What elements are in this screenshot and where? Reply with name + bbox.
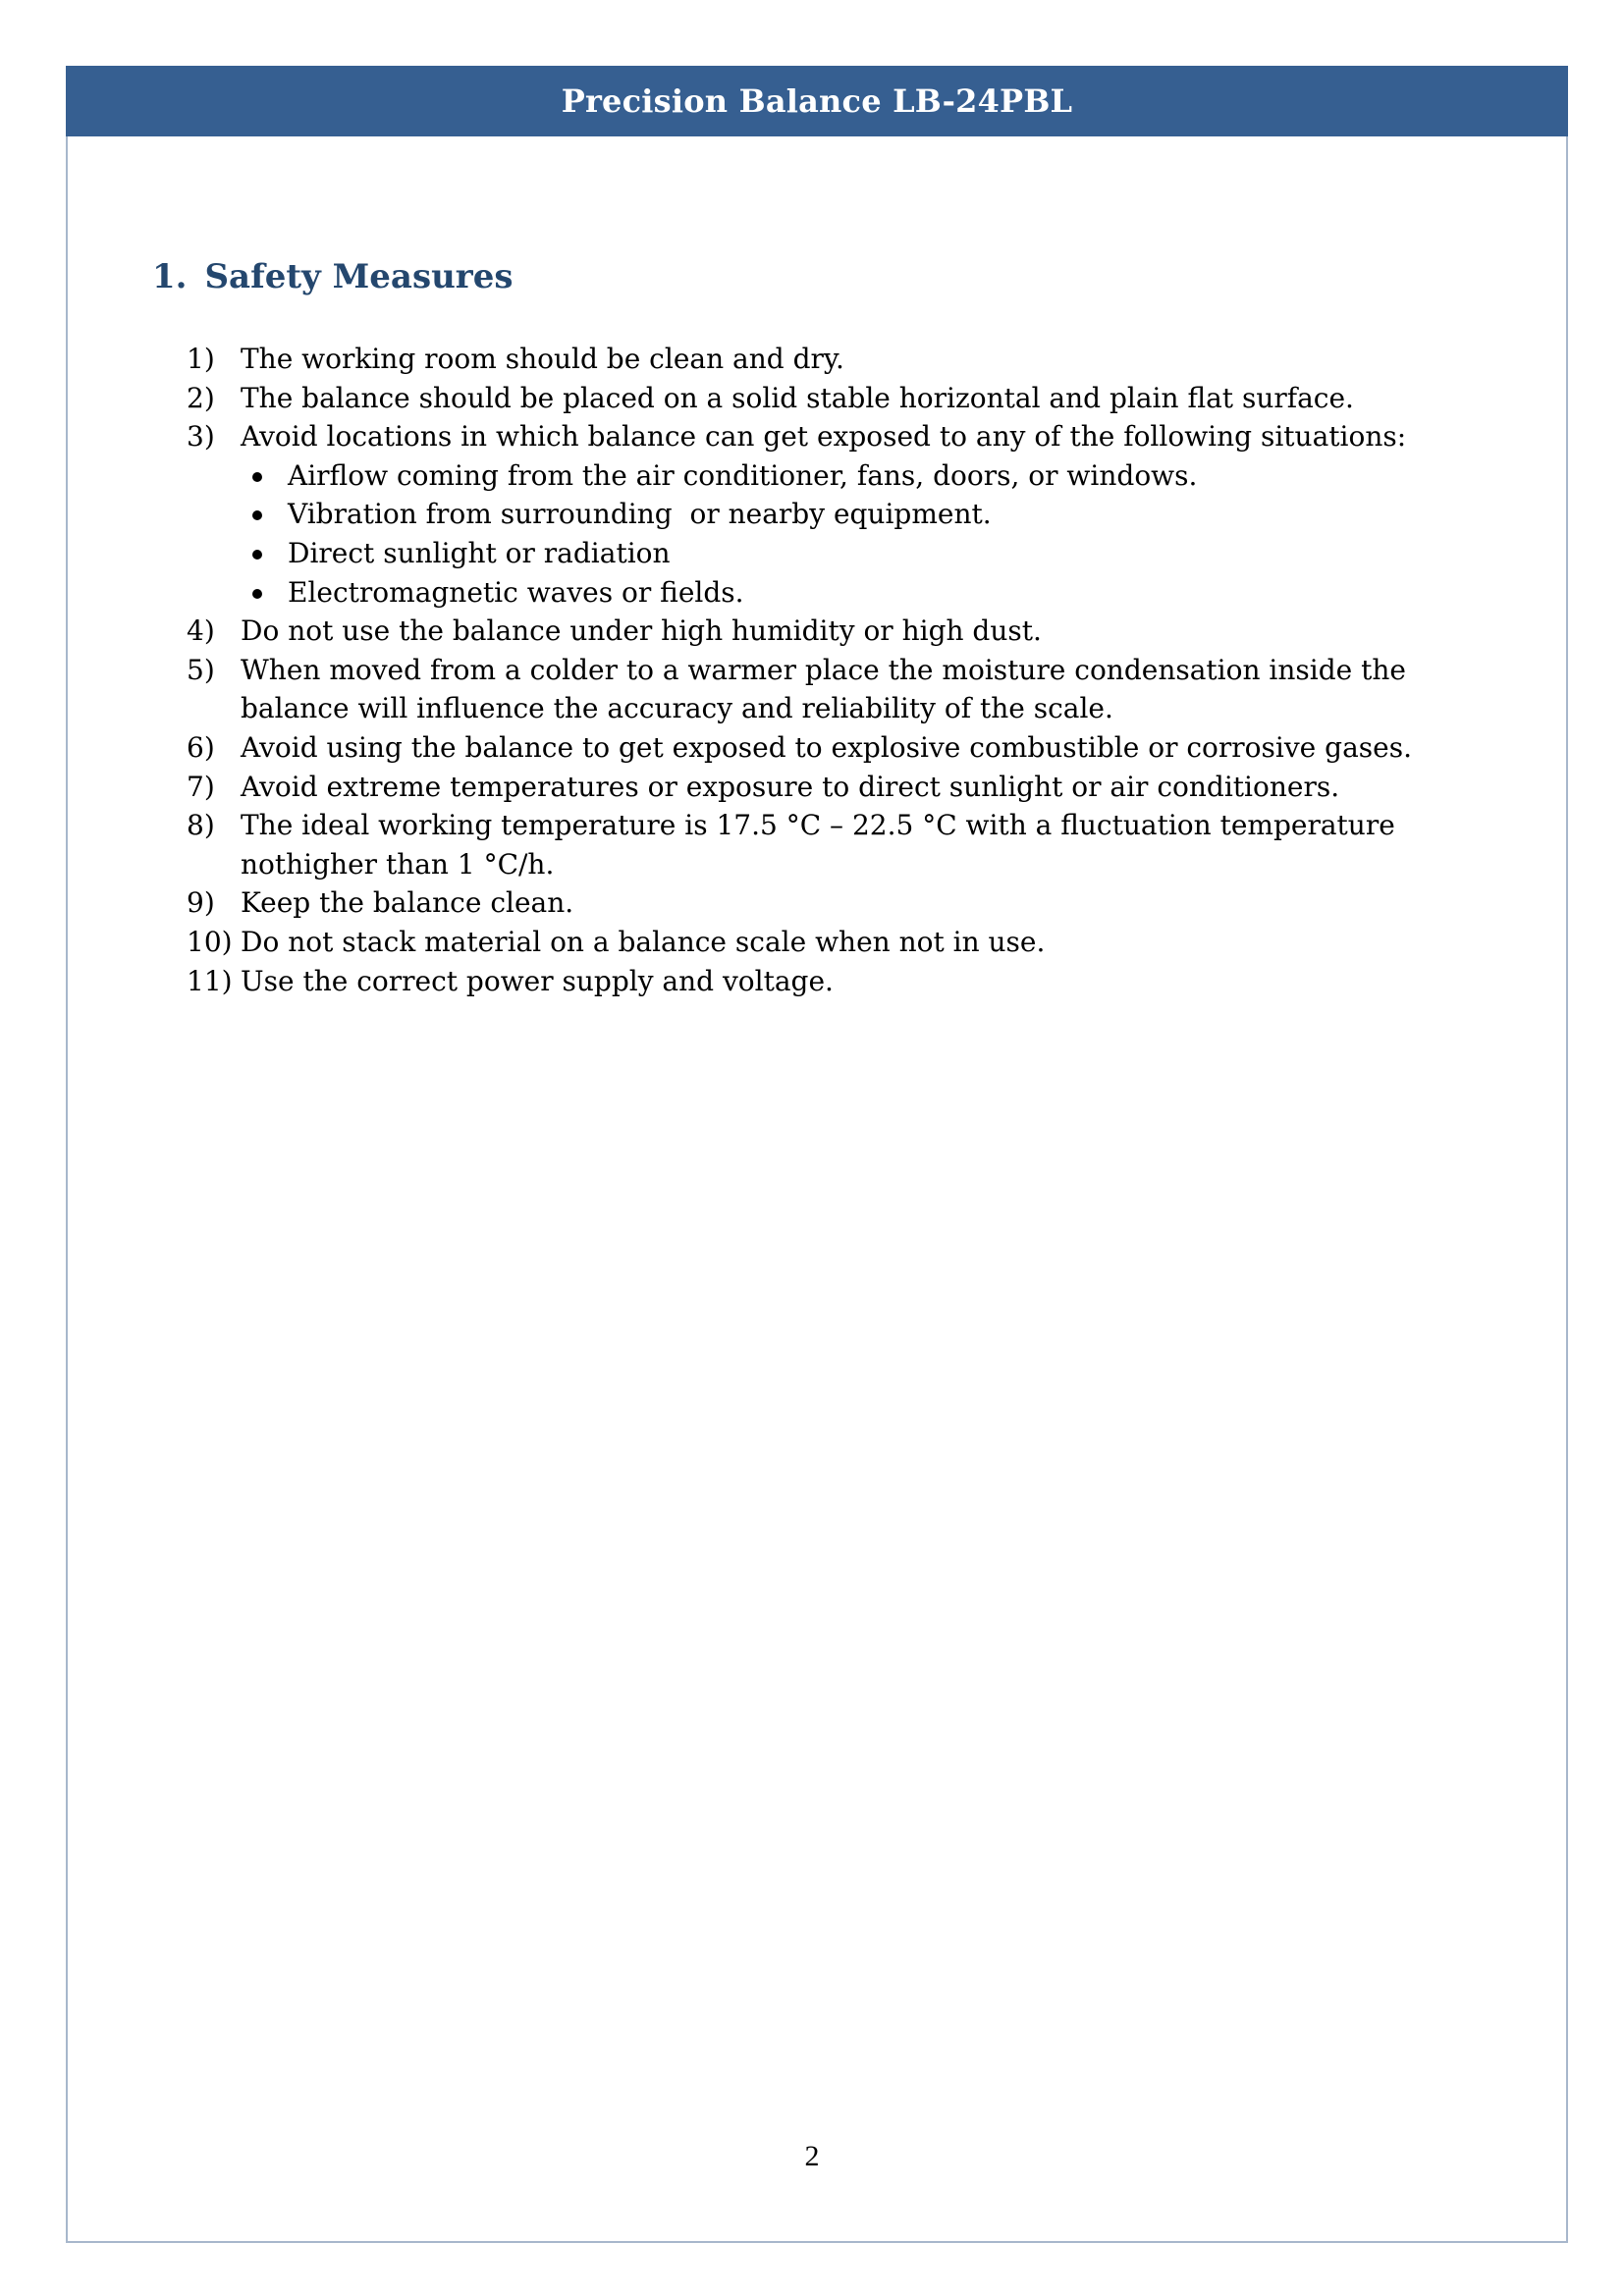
bullet-text: Direct sunlight or radiation (288, 536, 671, 569)
list-item (187, 340, 1463, 379)
item-number: 11) (187, 964, 233, 997)
bullet-text: Airflow coming from the air conditioner, fans, doors, or windows. (288, 458, 1198, 492)
bullet-item (187, 456, 1463, 496)
list-item (187, 962, 1463, 1001)
bullet-item (187, 573, 1463, 613)
item-number: 7) (187, 770, 215, 803)
list-item (187, 923, 1463, 962)
item-number: 1) (187, 343, 215, 375)
bullet-icon (248, 534, 288, 573)
item-text: Do not stack material on a balance scale when not in use. (241, 925, 1046, 958)
item-text: The balance should be placed on a solid stable horizontal and plain flat surface. (241, 381, 1354, 414)
bullet-text: Electromagnetic waves or fields. (288, 575, 744, 609)
item-number: 4) (187, 614, 215, 648)
list-item (187, 417, 1463, 456)
item-text: Avoid using the balance to get exposed to explosive combustible or corrosive gases. (241, 730, 1412, 764)
item-text: When moved from a colder to a warmer place the moisture condensation inside the balance will influence the accuracy and reliability of the scale. (241, 653, 1406, 725)
item-number: 10) (187, 925, 233, 958)
section-number: 1. (152, 257, 188, 296)
list-item (187, 806, 1463, 883)
section-title: Safety Measures (204, 257, 514, 296)
bullet-text: Vibration from surrounding or nearby equipment. (288, 498, 992, 531)
item-text: The working room should be clean and dry. (241, 343, 844, 375)
bullet-item (187, 534, 1463, 573)
section-heading (152, 257, 514, 296)
page-number: 2 (804, 2140, 820, 2172)
item-number: 9) (187, 886, 215, 920)
bullet-icon (248, 495, 288, 534)
item-number: 3) (187, 420, 215, 454)
document-title: Precision Balance LB-24PBL (561, 82, 1073, 120)
item-number: 6) (187, 730, 215, 764)
item-text: Use the correct power supply and voltage. (241, 964, 834, 997)
item-number: 8) (187, 809, 215, 842)
item-text: Do not use the balance under high humidity or high dust. (241, 614, 1042, 648)
list-item (187, 612, 1463, 651)
item-text: Keep the balance clean. (241, 886, 574, 920)
item-text: Avoid locations in which balance can get exposed to any of the following situations: (241, 420, 1407, 454)
bullet-item (187, 495, 1463, 534)
safety-list (187, 340, 1463, 1000)
header-bar (66, 66, 1568, 136)
bullet-icon (248, 573, 288, 613)
bullet-icon (248, 456, 288, 496)
item-text: The ideal working temperature is 17.5 °C – 22.5 °C with a fluctuation temperature nothigher than 1 °C/h. (241, 809, 1395, 881)
list-item (187, 768, 1463, 807)
item-text: Avoid extreme temperatures or exposure to direct sunlight or air conditioners. (241, 770, 1340, 803)
item-number: 2) (187, 381, 215, 414)
list-item (187, 883, 1463, 923)
item-number: 5) (187, 653, 215, 686)
list-item (187, 728, 1463, 768)
list-item (187, 379, 1463, 418)
list-item (187, 651, 1463, 728)
